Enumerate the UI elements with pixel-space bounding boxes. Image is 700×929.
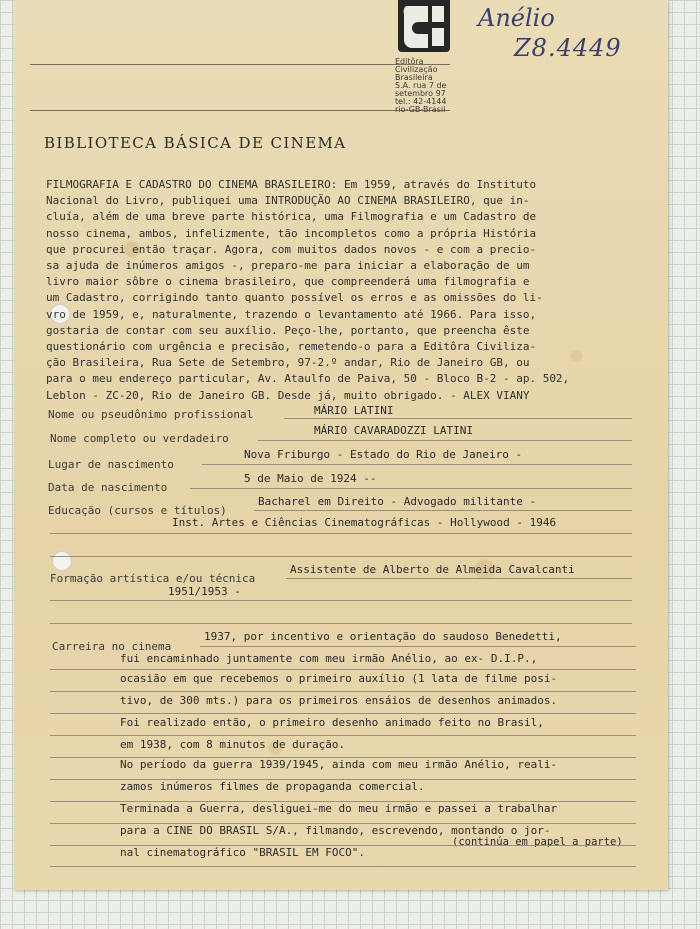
career-line: tivo, de 300 mts.) para os primeiros ensáios de desenhos animados.: [120, 694, 558, 707]
intro-line: cluía, além de uma breve parte histórica, uma Filmografia e um Cadastro de: [46, 210, 537, 224]
intro-line: vro de 1959, e, naturalmente, trazendo o levantamento até 1966. Para isso,: [46, 307, 537, 321]
intro-line: que procurei então traçar. Agora, com muitos dados novos - e com a precio-: [46, 242, 537, 256]
career-line: em 1938, com 8 minutos de duração.: [120, 738, 346, 751]
birthdate-rule: [190, 488, 632, 489]
header-rule-bottom: [30, 110, 450, 111]
career-line: ocasião em que recebemos o primeiro auxílio (1 lata de filme posi-: [120, 672, 558, 685]
publisher-line: S.A. rua 7 de: [395, 81, 447, 90]
intro-line: para o meu endereço particular, Av. Ataulfo de Paiva, 50 - Bloco B-2 - ap. 502,: [46, 372, 570, 386]
publisher-line: tel.: 42-4144: [395, 97, 447, 106]
career-rule-9: [50, 845, 636, 846]
career-rule-2: [50, 691, 636, 692]
intro-line: questionário com urgência e precisão, remetendo-o para a Editôra Civiliza-: [46, 340, 537, 354]
intro-line: ção Brasileira, Rua Sete de Setembro, 97-2.º andar, Rio de Janeiro GB, ou: [46, 356, 530, 370]
career-rule-5: [50, 757, 636, 758]
intro-line: Nacional do Livro, publiquei uma INTRODUÇÃO AO CINEMA BRASILEIRO, que in-: [46, 194, 530, 208]
birthplace-rule: [202, 464, 632, 465]
education-value-line1: Bacharel em Direito - Advogado militante -: [258, 495, 537, 508]
career-label: Carreira no cinema: [52, 640, 172, 653]
publisher-line: setembro 97: [395, 89, 446, 98]
publisher-line: Brasileira: [395, 73, 433, 82]
career-rule-6: [50, 779, 636, 780]
education-value-line2: Inst. Artes e Ciências Cinematográficas - Hollywood - 1946: [172, 516, 557, 529]
intro-line: Leblon - ZC-20, Rio de Janeiro GB. Desde já, muito obrigado. - ALEX VIANY: [46, 388, 530, 402]
career-rule-10: [50, 866, 636, 867]
birthdate-label: Data de nascimento: [48, 481, 168, 494]
training-rule-1: [286, 578, 632, 579]
publisher-line: Civilização: [395, 65, 438, 74]
education-rule-3: [50, 556, 632, 557]
handwritten-name: Anélio: [478, 4, 555, 32]
career-rule-3: [50, 713, 636, 714]
career-line: Terminada a Guerra, desliguei-me do meu irmão e passei a trabalhar: [120, 802, 558, 815]
intro-line: FILMOGRAFIA E CADASTRO DO CINEMA BRASILEIRO: Em 1959, através do Instituto: [46, 178, 537, 191]
publisher-line: Editôra: [395, 57, 424, 66]
publisher-address: [395, 58, 475, 114]
career-rule-0: [200, 646, 636, 647]
training-label: Formação artística e/ou técnica: [50, 572, 256, 585]
training-rule-2: [50, 600, 632, 601]
header-rule-top: [30, 64, 450, 65]
intro-line: livro maior sôbre o cinema brasileiro, que compreenderá uma filmografia e: [46, 275, 530, 289]
training-rule-3: [50, 623, 632, 624]
intro-line: um Cadastro, corrigindo tanto quanto possível os erros e as omissões do li-: [46, 291, 543, 305]
publisher-logo: [398, 0, 450, 52]
punch-hole-bottom: [52, 551, 72, 571]
birthplace-label: Lugar de nascimento: [48, 458, 174, 471]
career-rule-4: [50, 735, 636, 736]
career-first-line: 1937, por incentivo e orientação do saudoso Benedetti,: [204, 630, 562, 643]
full-name-label: Nome completo ou verdadeiro: [50, 432, 229, 445]
education-rule-1: [254, 510, 632, 511]
career-rule-1: [50, 669, 636, 670]
pseudonym-value: MÁRIO LATINI: [314, 404, 394, 417]
education-rule-2: [50, 533, 632, 534]
career-rule-7: [50, 801, 636, 802]
publisher-line: rio-GB-Brasil: [395, 105, 446, 114]
pseudonym-label: Nome ou pseudônimo profissional: [48, 408, 254, 421]
full-name-value: MÁRIO CAVARADOZZI LATINI: [314, 424, 473, 437]
handwritten-code: Z8.4449: [514, 34, 622, 62]
birthdate-value: 5 de Maio de 1924 --: [244, 472, 377, 485]
document-title: BIBLIOTECA BÁSICA DE CINEMA: [44, 134, 347, 152]
career-line: Foi realizado então, o primeiro desenho animado feito no Brasil,: [120, 716, 544, 729]
intro-paragraph: [46, 177, 646, 404]
career-line: No período da guerra 1939/1945, ainda com meu irmão Anélio, reali-: [120, 758, 558, 771]
intro-line: gostaria de contar com seu auxílio. Peço-lhe, portanto, que preencha êste: [46, 323, 530, 337]
intro-line: nosso cinema, ambos, infelizmente, tão incompletos como a própria História: [46, 226, 537, 240]
intro-line: sa ajuda de inúmeros amigos -, preparo-me para iniciar a elaboração de um: [46, 259, 530, 273]
birthplace-value: Nova Friburgo - Estado do Rio de Janeiro -: [244, 448, 523, 461]
career-rule-8: [50, 823, 636, 824]
education-label: Educação (cursos e títulos): [48, 504, 227, 517]
career-line: nal cinematográfico "BRASIL EM FOCO".: [120, 846, 366, 859]
career-line: para a CINE DO BRASIL S/A., filmando, escrevendo, montando o jor-: [120, 824, 551, 837]
full-name-rule: [258, 440, 632, 441]
training-value-line1: Assistente de Alberto de Almeida Cavalcanti: [290, 563, 575, 576]
training-value-line2: 1951/1953 -: [168, 585, 241, 598]
pseudonym-rule: [284, 418, 632, 419]
career-line: zamos inúmeros filmes de propaganda comercial.: [120, 780, 425, 793]
career-continuation-note: (continúa em papel a parte): [452, 836, 623, 848]
career-line: fui encaminhado juntamente com meu irmão Anélio, ao ex- D.I.P.,: [120, 652, 538, 665]
